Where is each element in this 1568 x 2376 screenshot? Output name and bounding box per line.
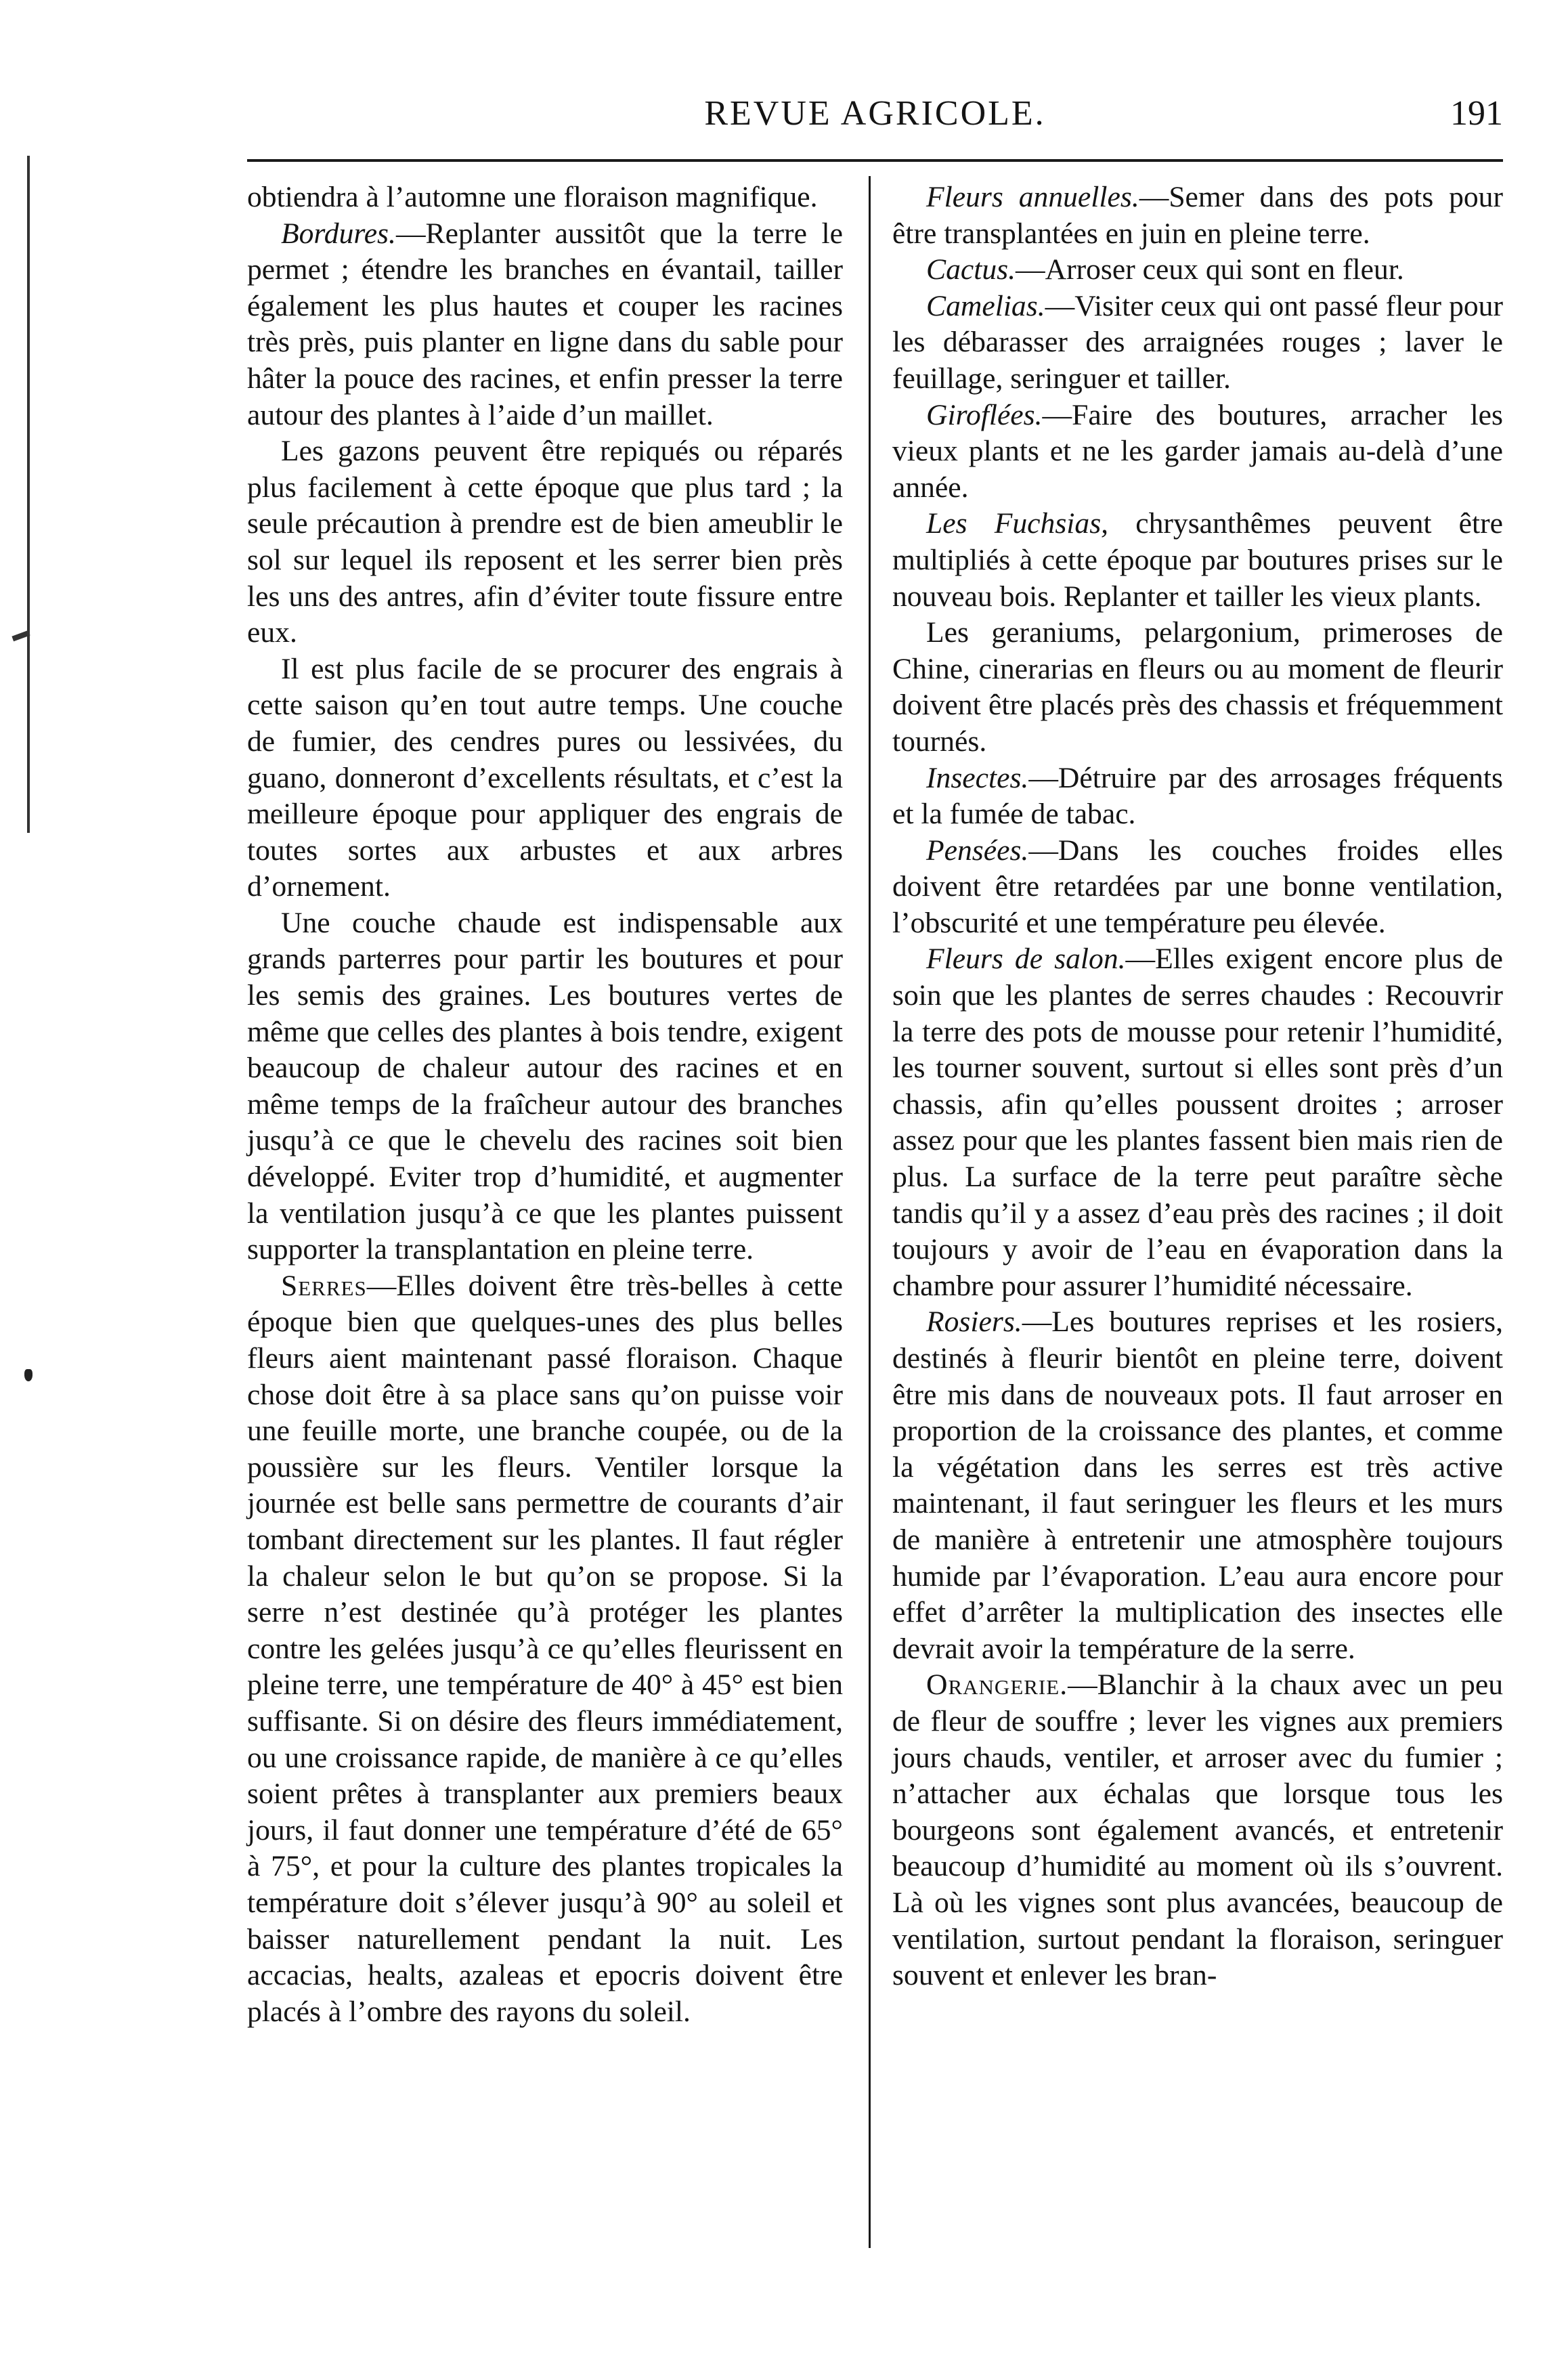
section-term: Pensées.: [926, 834, 1029, 867]
paragraph-text: —Détruire par des arrosages fréquents et la fumée de tabac.: [892, 761, 1503, 831]
paragraph: [892, 1304, 1503, 1667]
column-divider: [869, 176, 871, 2248]
paragraph-text: —Elles exigent encore plus de soin que les plantes de serres chaudes : Recouvrir la terre des pots de mousse pour retenir l’humidité, les tourner souvent, surtout si elles sont près d’un chassis, afin qu’elles poussent droites ; arroser assez pour que les plantes fassent bien mais rien de plus. La surface de la terre peut paraître sèche tandis qu’il y a assez d’eau près des racines ; il doit toujours y avoir de l’eau en évaporation dans la chambre pour assurer l’humidité nécessaire.: [892, 943, 1504, 1302]
running-title: REVUE AGRICOLE.: [704, 94, 1046, 133]
paragraph: Une couche chaude est indispensable aux grands parterres pour partir les boutures et pour les semis des graines. Les boutures vertes de même que celles des plantes à bois tendre, exigent beaucoup de chaleur autour des racines et en même temps de la fraîcheur autour des branches jusqu’à ce que le chevelu des racines soit bien développé. Eviter trop d’humidité, et augmenter la ventilation jusqu’à ce que les plantes puissent supporter la transplantation en pleine terre.: [247, 906, 843, 1266]
paragraph: Les geraniums, pelargonium, primeroses de Chine, cinerarias en fleurs ou au moment de fleurir doivent être placés près des chassis et fréquemment tournés.: [892, 616, 1503, 758]
section-term: Insectes.: [926, 761, 1029, 794]
section-heading: Orangerie.: [926, 1668, 1068, 1702]
section-term: Fleurs annuelles.: [926, 181, 1139, 213]
paragraph-text: —Elles doivent être très-belles à cette époque bien que quelques-unes des plus belles fleurs aient maintenant passé floraison. Chaque chose doit être à sa place sans qu’on puisse voir une feuille morte, une branche coupée, ou de la poussière sur les fleurs. Ventiler lorsque la journée est belle sans permettre de courants d’air tombant directement sur les plantes. Il faut régler la chaleur selon le but qu’on se propose. Si la serre n’est destinée qu’à protéger les plantes contre les gelées jusqu’à ce qu’elles fleurissent en pleine terre, une température de 40° à 45° est bien suffisante. Si on désire des fleurs immédiatement, ou une croissance rapide, de manière à ce qu’elles soient prêtes à transplanter aux premiers beaux jours, il faut donner une température d’été de 65° à 75°, et pour la culture des plantes tropicales la température doit s’élever jusqu’à 90° au soleil et baisser naturellement pendant la nuit. Les accacias, healts, azaleas et epocris doivent être placés à l’ombre des rayons du soleil.: [247, 1269, 843, 2028]
paragraph-text: —Dans les couches froides elles doivent être retardées par une bonne ventilation, l’obscurité et une température peu élevée.: [892, 834, 1503, 939]
paragraph: [892, 179, 1503, 252]
section-heading: Serres: [281, 1269, 367, 1302]
paragraph-text: —Visiter ceux qui ont passé fleur pour les débarasser des arraignées rouges ; laver le feuillage, seringuer et tailler.: [892, 289, 1503, 395]
right-column: [892, 179, 1503, 2306]
paragraph-text: chrysanthêmes peuvent être multipliés à cette époque par boutures prises sur le nouveau bois. Replanter et tailler les vieux plants.: [892, 507, 1503, 613]
section-term: Fleurs de salon.: [926, 943, 1126, 976]
paragraph: [892, 760, 1503, 833]
paragraph: [247, 216, 843, 434]
binding-edge-line: [27, 156, 30, 833]
section-term: Bordures.: [281, 217, 396, 250]
paragraph: Les gazons peuvent être repiqués ou réparés plus facilement à cette époque que plus tard ; la seule précaution à prendre est de bien ameublir le sol sur lequel ils reposent et les serrer bien près les uns des antres, afin d’éviter toute fissure entre eux.: [247, 435, 843, 649]
ink-blot: [24, 1369, 32, 1381]
paragraph: [892, 941, 1503, 1304]
paragraph-text: —Semer dans des pots pour être transplantées en juin en pleine terre.: [892, 181, 1503, 250]
page-number: 191: [1450, 94, 1503, 133]
section-term: Les Fuchsias,: [926, 507, 1109, 540]
paragraph-text: —Replanter aussitôt que la terre le permet ; étendre les branches en évantail, tailler également les plus hautes et couper les racines très près, puis planter en ligne dans du sable pour hâter la pouce des racines, et enfin presser la terre autour des plantes à l’aide d’un maillet.: [247, 217, 843, 431]
paragraph: [892, 833, 1503, 942]
left-column: [247, 179, 843, 2306]
paragraph: Il est plus facile de se procurer des engrais à cette saison qu’en tout autre temps. Une couche de fumier, des cendres pures ou lessivées, du guano, donneront d’excellents résultats, et c’est la meilleure époque pour appliquer des engrais de toutes sortes aux arbustes et aux arbres d’ornement.: [247, 652, 843, 903]
section-term: Cactus.: [926, 253, 1016, 286]
section-term: Camelias.: [926, 289, 1045, 322]
paragraph: obtiendra à l’automne une floraison magnifique.: [247, 181, 818, 213]
paragraph-text: —Blanchir à la chaux avec un peu de fleur de souffre ; lever les vignes aux premiers jours chauds, ventiler, et arroser avec du fumier ; n’attacher aux échalas que lorsque tous les bourgeons sont également avancés, et entretenir beaucoup d’humidité au moment où ils s’ouvrent. Là où les vignes sont plus avancées, beaucoup de ventilation, surtout pendant la floraison, seringuer souvent et enlever les bran-: [892, 1668, 1503, 1992]
paragraph: [892, 252, 1503, 288]
section-term: Giroflées.: [926, 398, 1043, 431]
page-header: [247, 87, 1503, 141]
paragraph-text: —Arroser ceux qui sont en fleur.: [1016, 253, 1404, 286]
paragraph-text: —Faire des boutures, arracher les vieux plants et ne les garder jamais au-delà d’une année.: [892, 398, 1503, 504]
header-rule: [247, 159, 1503, 162]
section-term: Rosiers.: [926, 1305, 1022, 1339]
paragraph: [892, 1667, 1503, 1993]
paragraph: [892, 506, 1503, 615]
paragraph: [247, 1268, 843, 2030]
paragraph: [892, 288, 1503, 397]
paragraph-text: —Les boutures reprises et les rosiers, destinés à fleurir bientôt en pleine terre, doivent être mis dans de nouveaux pots. Il faut arroser en proportion de la croissance des plantes, et comme la végétation dans les serres est très active maintenant, il faut seringuer les fleurs et les murs de manière à entretenir une atmosphère toujours humide par l’évaporation. L’eau aura encore pour effet d’arrêter la multiplication des insectes elle devrait avoir la température de la serre.: [892, 1305, 1503, 1665]
paragraph: [892, 397, 1503, 506]
